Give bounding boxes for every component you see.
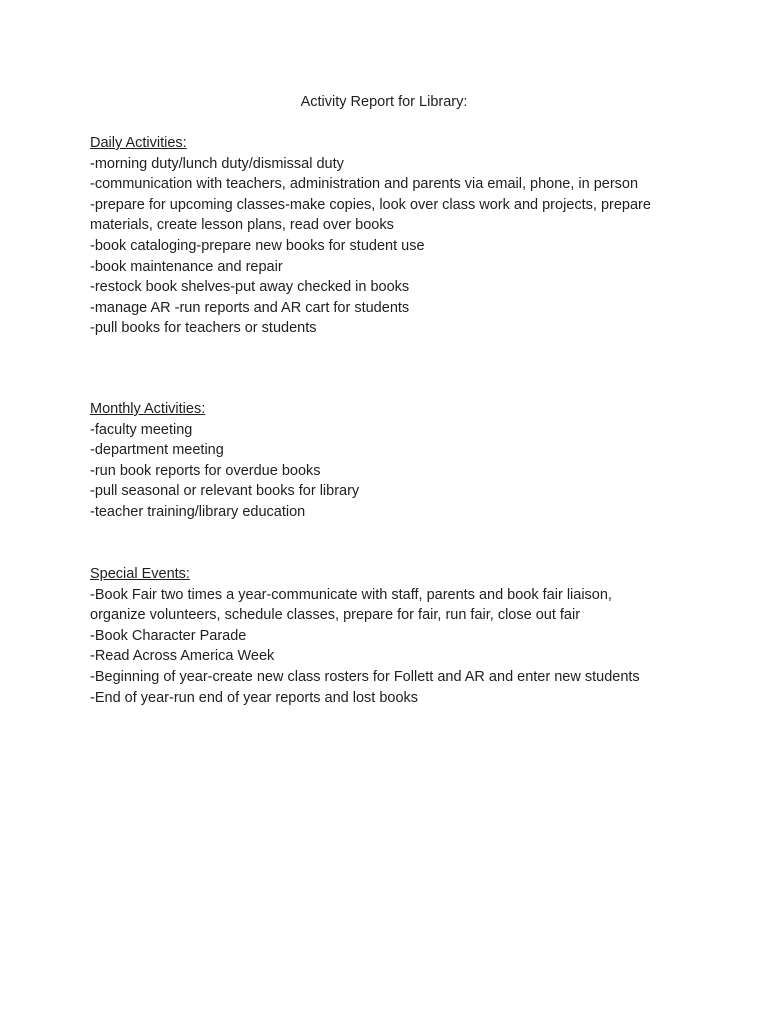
monthly-activity-item: -pull seasonal or relevant books for library bbox=[90, 483, 360, 500]
monthly-activity-item: -faculty meeting bbox=[90, 421, 193, 438]
monthly-activity-item: -run book reports for overdue books bbox=[90, 462, 321, 479]
daily-activity-item: -manage AR -run reports and AR cart for students bbox=[90, 299, 410, 316]
daily-activity-item: materials, create lesson plans, read over books bbox=[90, 217, 394, 234]
daily-activities-section bbox=[90, 133, 690, 339]
monthly-activities-section bbox=[90, 399, 690, 523]
daily-activity-item: -prepare for upcoming classes-make copies, look over class work and projects, prepare bbox=[90, 196, 651, 213]
daily-activity-item: -restock book shelves-put away checked in books bbox=[90, 279, 410, 296]
special-event-item: -Read Across America Week bbox=[90, 648, 275, 665]
special-event-item: -Book Character Parade bbox=[90, 627, 247, 644]
monthly-activity-item: -teacher training/library education bbox=[90, 503, 306, 520]
daily-activity-item: -communication with teachers, administration and parents via email, phone, in person bbox=[90, 176, 639, 193]
page-title: Activity Report for Library: bbox=[300, 94, 468, 110]
daily-activity-item: -morning duty/lunch duty/dismissal duty bbox=[90, 155, 344, 172]
special-event-item: -Beginning of year-create new class rosters for Follett and AR and enter new students bbox=[90, 668, 640, 685]
special-event-item: organize volunteers, schedule classes, prepare for fair, run fair, close out fair bbox=[90, 607, 581, 624]
daily-activity-item: -book maintenance and repair bbox=[90, 258, 283, 275]
daily-activities-heading: Daily Activities: bbox=[90, 135, 187, 151]
daily-activity-item: -book cataloging-prepare new books for student use bbox=[90, 237, 425, 254]
daily-activity-item: -pull books for teachers or students bbox=[90, 320, 317, 337]
special-event-item: -End of year-run end of year reports and lost books bbox=[90, 689, 419, 706]
special-event-item: -Book Fair two times a year-communicate with staff, parents and book fair liaison, bbox=[90, 586, 612, 603]
special-events-heading: Special Events: bbox=[90, 566, 190, 582]
monthly-activity-item: -department meeting bbox=[90, 442, 224, 459]
special-events-section bbox=[90, 564, 690, 708]
monthly-activities-heading: Monthly Activities: bbox=[90, 401, 206, 417]
